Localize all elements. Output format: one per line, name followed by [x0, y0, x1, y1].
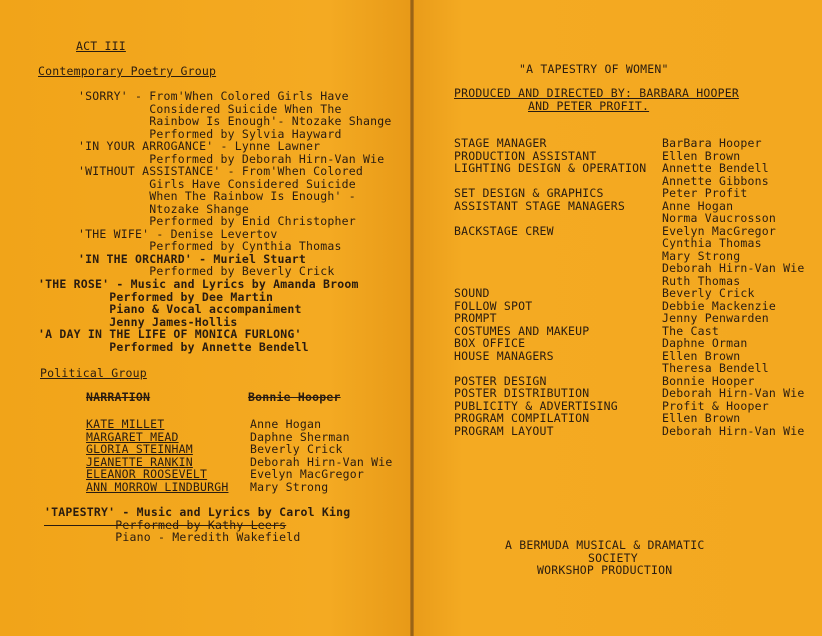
tapestry-line: 'TAPESTRY' - Music and Lyrics by Carol King — [44, 505, 351, 519]
crew-name: Ellen Brown — [662, 348, 741, 363]
narration-name: Bonnie Hooper — [248, 390, 341, 404]
crew-label: PROMPT — [454, 311, 497, 325]
crew-name: Cynthia Thomas — [662, 236, 762, 250]
poetry-line: 'IN THE ORCHARD' - Muriel Stuart — [78, 251, 306, 266]
poetry-line: Performed by Deborah Hirn-Van Wie — [78, 151, 385, 166]
crew-name: Annette Gibbons — [662, 173, 769, 188]
crew-label: SOUND — [454, 286, 490, 300]
crew-label: PROGRAM LAYOUT — [454, 423, 554, 438]
crew-name: Norma Vaucrosson — [662, 211, 776, 225]
poetry-line: 'SORRY' - From'When Colored Girls Have — [78, 89, 349, 103]
crew-label: PUBLICITY & ADVERTISING — [454, 398, 618, 413]
crew-name: Deborah Hirn-Van Wie — [662, 423, 805, 438]
political-group-title: Political Group — [40, 366, 147, 380]
poetry-line: 'IN YOUR ARROGANCE' - Lynne Lawner — [78, 139, 321, 153]
crew-name: Theresa Bendell — [662, 361, 769, 375]
crew-name: Beverly Crick — [662, 286, 755, 300]
crew-name: Ruth Thomas — [662, 273, 741, 288]
poetry-line: Piano & Vocal accompaniment — [38, 302, 302, 316]
crew-name: Daphne Orman — [662, 336, 748, 350]
cast-actor: Mary Strong — [250, 479, 329, 494]
cast-role: ANN MORROW LINDBURGH — [86, 479, 229, 494]
crew-label: COSTUMES AND MAKEUP — [454, 323, 590, 338]
poetry-line: Performed by Beverly Crick — [78, 264, 335, 278]
crew-label: LIGHTING DESIGN & OPERATION — [454, 161, 647, 175]
tapestry-line: Piano - Meredith Wakefield — [44, 530, 301, 544]
footer-line-1: A BERMUDA MUSICAL & DRAMATIC — [505, 538, 705, 552]
act-heading: ACT III — [76, 39, 126, 53]
crew-label: BACKSTAGE CREW — [454, 223, 554, 238]
cast-role: MARGARET MEAD — [86, 429, 179, 444]
crew-name: Deborah Hirn-Van Wie — [662, 386, 805, 400]
poetry-line: Rainbow Is Enough'- Ntozake Shange — [78, 114, 392, 128]
crew-name: Jenny Penwarden — [662, 311, 769, 325]
poetry-line: Performed by Sylvia Hayward — [78, 126, 342, 141]
crew-name: Evelyn MacGregor — [662, 223, 776, 238]
crew-label: PROGRAM COMPILATION — [454, 411, 590, 425]
page-fold — [410, 0, 414, 636]
poetry-line: Performed by Annette Bendell — [38, 339, 309, 354]
crew-label: STAGE MANAGER — [454, 136, 547, 150]
crew-label: POSTER DESIGN — [454, 373, 547, 388]
crew-name: Ellen Brown — [662, 411, 741, 425]
poetry-line: 'WITHOUT ASSISTANCE' - From'When Colored — [78, 164, 363, 178]
cast-role: KATE MILLET — [86, 417, 165, 431]
crew-name: Annette Bendell — [662, 161, 769, 175]
narration-label: NARRATION — [86, 390, 151, 404]
crew-name: Profit & Hooper — [662, 398, 769, 413]
tapestry-line: Performed by Kathy Leers — [44, 517, 287, 532]
cast-actor: Daphne Sherman — [250, 429, 350, 444]
poetry-line: 'A DAY IN THE LIFE OF MONICA FURLONG' — [38, 327, 302, 341]
cast-role: ELEANOR ROOSEVELT — [86, 467, 208, 481]
poetry-line: Performed by Dee Martin — [38, 289, 274, 304]
poetry-line: 'THE WIFE' - Denise Levertov — [78, 226, 278, 241]
poetry-group-title: Contemporary Poetry Group — [38, 64, 217, 78]
crew-name: Deborah Hirn-Van Wie — [662, 261, 805, 275]
crew-name: Anne Hogan — [662, 198, 734, 213]
cast-actor: Anne Hogan — [250, 417, 322, 431]
crew-label: POSTER DISTRIBUTION — [454, 386, 590, 400]
cast-actor: Evelyn MacGregor — [250, 467, 364, 481]
poetry-line: Performed by Cynthia Thomas — [78, 239, 342, 253]
crew-name: BarBara Hooper — [662, 136, 762, 150]
poetry-line: Performed by Enid Christopher — [78, 214, 356, 228]
crew-label: ASSISTANT STAGE MANAGERS — [454, 198, 625, 213]
crew-name: Mary Strong — [662, 248, 741, 263]
crew-label: HOUSE MANAGERS — [454, 348, 554, 363]
poetry-line: Girls Have Considered Suicide — [78, 176, 356, 191]
cast-actor: Beverly Crick — [250, 442, 343, 456]
produced-line-1: PRODUCED AND DIRECTED BY: BARBARA HOOPER — [454, 86, 739, 100]
crew-name: The Cast — [662, 323, 719, 338]
crew-label: SET DESIGN & GRAPHICS — [454, 186, 604, 200]
show-title: "A TAPESTRY OF WOMEN" — [519, 62, 669, 76]
cast-actor: Deborah Hirn-Van Wie — [250, 454, 393, 469]
crew-name: Bonnie Hooper — [662, 373, 755, 388]
poetry-line: When The Rainbow Is Enough' - — [78, 189, 356, 203]
crew-name: Debbie Mackenzie — [662, 298, 776, 313]
cast-role: JEANETTE RANKIN — [86, 454, 193, 469]
poetry-line: 'THE ROSE' - Music and Lyrics by Amanda Broom — [38, 277, 359, 291]
crew-name: Peter Profit — [662, 186, 748, 200]
footer-line-3: WORKSHOP PRODUCTION — [537, 563, 673, 577]
poetry-line: Jenny James-Hollis — [38, 314, 238, 329]
footer-line-2: SOCIETY — [588, 550, 638, 565]
poetry-line: Ntozake Shange — [78, 201, 249, 216]
crew-label: FOLLOW SPOT — [454, 298, 533, 313]
crew-name: Ellen Brown — [662, 148, 741, 163]
poetry-line: Considered Suicide When The — [78, 101, 342, 116]
produced-line-2: AND PETER PROFIT. — [528, 98, 650, 113]
cast-role: GLORIA STEINHAM — [86, 442, 193, 456]
crew-label: PRODUCTION ASSISTANT — [454, 148, 597, 163]
crew-label: BOX OFFICE — [454, 336, 526, 350]
